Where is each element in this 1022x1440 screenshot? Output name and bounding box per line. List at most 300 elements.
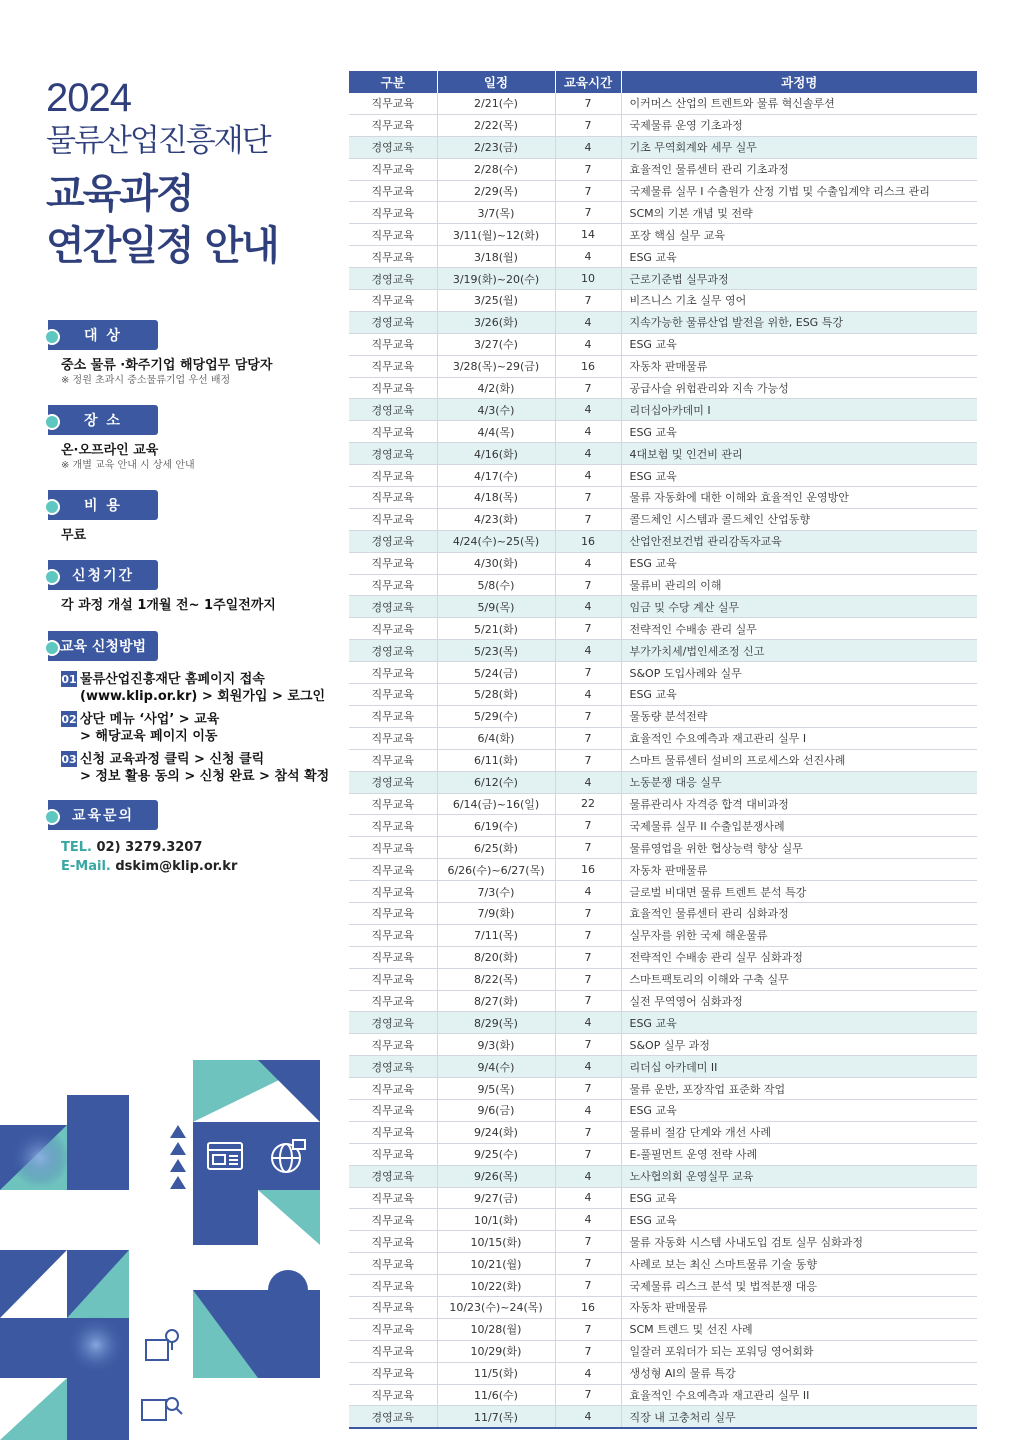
cell-course: 콜드체인 시스템과 콜드체인 산업동향 (621, 508, 977, 530)
table-row (349, 93, 977, 114)
cell-category: 직무교육 (349, 1318, 437, 1340)
arrow-up-icons (170, 1125, 186, 1189)
cost-text: 무료 (61, 528, 87, 543)
table-row (349, 1165, 977, 1187)
cell-date: 2/21(수) (437, 93, 555, 114)
cell-hours: 7 (555, 662, 621, 684)
cell-hours: 7 (555, 574, 621, 596)
cell-category: 직무교육 (349, 749, 437, 771)
table-row (349, 421, 977, 443)
table-row (349, 1209, 977, 1231)
cell-date: 3/7(목) (437, 202, 555, 224)
cell-category: 직무교육 (349, 618, 437, 640)
cell-category: 경영교육 (349, 640, 437, 662)
cell-category: 직무교육 (349, 1078, 437, 1100)
cell-hours: 4 (555, 1056, 621, 1078)
table-row (349, 990, 977, 1012)
table-row (349, 640, 977, 662)
org-title: 물류산업진흥재단 (46, 123, 270, 159)
cell-course: 공급사슬 위험관리와 지속 가능성 (621, 377, 977, 399)
method-label: 교육 신청방법 (48, 631, 158, 661)
cell-category: 직무교육 (349, 1275, 437, 1297)
table-row (349, 662, 977, 684)
step-text-line2: > 정보 활용 동의 > 신청 완료 > 참석 확정 (80, 769, 330, 784)
cell-course: 물류비 절감 단계와 개선 사례 (621, 1121, 977, 1143)
cell-hours: 7 (555, 487, 621, 509)
cell-category: 경영교육 (349, 443, 437, 465)
cell-course: 물동량 분석전략 (621, 705, 977, 727)
cell-hours: 7 (555, 377, 621, 399)
cell-date: 7/3(수) (437, 881, 555, 903)
table-body (349, 93, 977, 1428)
table-row (349, 355, 977, 377)
cell-hours: 22 (555, 793, 621, 815)
cell-hours: 7 (555, 1318, 621, 1340)
cell-course: 국제물류 운영 기초과정 (621, 114, 977, 136)
target-text: 중소 물류 ·화주기업 해당업무 담당자 (61, 358, 273, 373)
cell-category: 직무교육 (349, 552, 437, 574)
cell-date: 5/28(화) (437, 684, 555, 706)
cell-category: 직무교육 (349, 508, 437, 530)
target-note: ※ 정원 초과시 중소물류기업 우선 배정 (61, 375, 231, 386)
cell-hours: 7 (555, 1340, 621, 1362)
cell-course: 전략적인 수배송 관리 실무 (621, 618, 977, 640)
cell-hours: 4 (555, 771, 621, 793)
cell-category: 직무교육 (349, 1187, 437, 1209)
cell-date: 5/8(수) (437, 574, 555, 596)
cell-date: 10/23(수)~24(목) (437, 1296, 555, 1318)
cell-date: 4/24(수)~25(목) (437, 530, 555, 552)
cell-hours: 7 (555, 727, 621, 749)
table-row (349, 246, 977, 268)
cell-date: 3/28(목)~29(금) (437, 355, 555, 377)
cell-date: 3/26(화) (437, 311, 555, 333)
cell-category: 직무교육 (349, 487, 437, 509)
cell-hours: 4 (555, 399, 621, 421)
decorative-artwork (0, 1040, 330, 1440)
cell-course: 포장 핵심 실무 교육 (621, 224, 977, 246)
cell-course: 일잘러 포워더가 되는 포워딩 영어회화 (621, 1340, 977, 1362)
cell-category: 직무교육 (349, 968, 437, 990)
period-text: 각 과정 개설 1개월 전~ 1주일전까지 (61, 598, 276, 613)
cell-course: 물류비 관리의 이해 (621, 574, 977, 596)
cell-category: 직무교육 (349, 1362, 437, 1384)
header-course: 과정명 (621, 71, 977, 93)
cell-date: 11/5(화) (437, 1362, 555, 1384)
cell-category: 직무교육 (349, 1384, 437, 1406)
place-text: 온·오프라인 교육 (61, 443, 159, 458)
table-row (349, 1296, 977, 1318)
cell-category: 직무교육 (349, 224, 437, 246)
table-row (349, 552, 977, 574)
cell-course: 부가가치세/법인세조정 신고 (621, 640, 977, 662)
table-row (349, 377, 977, 399)
table-row (349, 749, 977, 771)
table-row (349, 1078, 977, 1100)
table-row (349, 1143, 977, 1165)
cell-category: 경영교육 (349, 1406, 437, 1428)
main-title-line1: 교육과정 (46, 171, 193, 217)
cell-date: 4/16(화) (437, 443, 555, 465)
table-row (349, 290, 977, 312)
table-row (349, 574, 977, 596)
cell-category: 경영교육 (349, 596, 437, 618)
cell-category: 경영교육 (349, 1056, 437, 1078)
cell-date: 5/24(금) (437, 662, 555, 684)
cell-category: 직무교육 (349, 1143, 437, 1165)
cost-section (48, 490, 158, 544)
schedule-table (349, 71, 977, 1429)
year-title: 2024 (46, 76, 131, 120)
cell-hours: 4 (555, 1209, 621, 1231)
cell-hours: 7 (555, 968, 621, 990)
cell-date: 10/1(화) (437, 1209, 555, 1231)
cell-hours: 14 (555, 224, 621, 246)
step-number: 02 (61, 712, 77, 726)
cell-hours: 4 (555, 552, 621, 574)
cell-hours: 7 (555, 749, 621, 771)
cell-category: 직무교육 (349, 924, 437, 946)
cell-course: 임금 및 수당 계산 실무 (621, 596, 977, 618)
cell-date: 8/22(목) (437, 968, 555, 990)
target-label: 대 상 (48, 320, 158, 350)
cell-hours: 4 (555, 684, 621, 706)
cell-date: 2/29(목) (437, 180, 555, 202)
table-row (349, 1187, 977, 1209)
cell-category: 직무교육 (349, 246, 437, 268)
cell-category: 직무교육 (349, 1340, 437, 1362)
cell-date: 6/19(수) (437, 815, 555, 837)
email-value: dskim@klip.or.kr (115, 859, 238, 874)
cell-hours: 4 (555, 246, 621, 268)
table-row (349, 946, 977, 968)
cell-course: 전략적인 수배송 관리 실무 심화과정 (621, 946, 977, 968)
place-label: 장 소 (48, 405, 158, 435)
cell-course: SCM의 기본 개념 및 전략 (621, 202, 977, 224)
cell-category: 직무교육 (349, 1209, 437, 1231)
cell-hours: 7 (555, 1253, 621, 1275)
cell-date: 10/22(화) (437, 1275, 555, 1297)
table-row (349, 1231, 977, 1253)
cell-hours: 16 (555, 530, 621, 552)
step-text-line1: 물류산업진흥재단 홈페이지 접속 (80, 672, 265, 687)
cell-course: 실무자를 위한 국제 해운물류 (621, 924, 977, 946)
cell-course: ESG 교육 (621, 465, 977, 487)
step-number: 03 (61, 752, 77, 766)
cell-hours: 4 (555, 443, 621, 465)
cell-course: 자동차 판매물류 (621, 1296, 977, 1318)
cell-course: 물류관리사 자격증 합격 대비과정 (621, 793, 977, 815)
cell-date: 5/21(화) (437, 618, 555, 640)
cell-course: 효율적인 물류센터 관리 심화과정 (621, 902, 977, 924)
cell-category: 경영교육 (349, 399, 437, 421)
cell-hours: 7 (555, 902, 621, 924)
cell-date: 5/29(수) (437, 705, 555, 727)
step-text-line1: 상단 메뉴 ‘사업’ > 교육 (80, 712, 220, 727)
cell-course: 자동차 판매물류 (621, 355, 977, 377)
header-category: 구분 (349, 71, 437, 93)
cell-date: 10/29(화) (437, 1340, 555, 1362)
contact-info (61, 838, 237, 876)
cell-date: 9/4(수) (437, 1056, 555, 1078)
table-row (349, 224, 977, 246)
cell-date: 9/6(금) (437, 1099, 555, 1121)
cell-course: S&OP 도입사례와 실무 (621, 662, 977, 684)
cell-date: 6/4(화) (437, 727, 555, 749)
cell-date: 11/6(수) (437, 1384, 555, 1406)
target-section (48, 320, 272, 388)
cell-course: 생성형 AI의 물류 특강 (621, 1362, 977, 1384)
cell-category: 경영교육 (349, 136, 437, 158)
cell-hours: 4 (555, 311, 621, 333)
cell-course: 스마트 물류센터 설비의 프로세스와 선진사례 (621, 749, 977, 771)
table-row (349, 465, 977, 487)
inquiry-label: 교육문의 (48, 800, 158, 830)
table-row (349, 924, 977, 946)
cell-date: 6/12(수) (437, 771, 555, 793)
cell-course: 이커머스 산업의 트렌트와 물류 혁신솔루션 (621, 93, 977, 114)
table-row (349, 333, 977, 355)
cell-category: 직무교육 (349, 1253, 437, 1275)
cell-category: 경영교육 (349, 311, 437, 333)
cell-course: 물류 운반, 포장작업 표준화 작업 (621, 1078, 977, 1100)
table-row (349, 881, 977, 903)
table-row (349, 859, 977, 881)
cell-date: 4/4(목) (437, 421, 555, 443)
cell-category: 직무교육 (349, 333, 437, 355)
cell-category: 직무교육 (349, 859, 437, 881)
cell-date: 6/11(화) (437, 749, 555, 771)
cell-hours: 7 (555, 202, 621, 224)
cell-course: ESG 교육 (621, 684, 977, 706)
cell-date: 9/27(금) (437, 1187, 555, 1209)
cell-date: 9/5(목) (437, 1078, 555, 1100)
cell-hours: 7 (555, 946, 621, 968)
cell-course: 효율적인 수요예측과 재고관리 실무 I (621, 727, 977, 749)
cell-date: 3/11(월)~12(화) (437, 224, 555, 246)
cell-hours: 7 (555, 180, 621, 202)
cell-hours: 16 (555, 355, 621, 377)
cell-category: 직무교육 (349, 837, 437, 859)
table-row (349, 1275, 977, 1297)
cell-category: 직무교육 (349, 1231, 437, 1253)
cell-date: 4/30(화) (437, 552, 555, 574)
cell-date: 10/28(월) (437, 1318, 555, 1340)
table-row (349, 1034, 977, 1056)
table-row (349, 180, 977, 202)
cell-date: 9/25(수) (437, 1143, 555, 1165)
cell-category: 직무교육 (349, 727, 437, 749)
cell-course: 지속가능한 물류산업 발전을 위한, ESG 특강 (621, 311, 977, 333)
header-date: 일정 (437, 71, 555, 93)
table-row (349, 1099, 977, 1121)
cell-category: 직무교육 (349, 662, 437, 684)
step-text-line1: 신청 교육과정 클릭 > 신청 클릭 (80, 752, 265, 767)
table-row (349, 399, 977, 421)
cost-label: 비 용 (48, 490, 158, 520)
cell-course: 리더십 아카데미 II (621, 1056, 977, 1078)
cell-date: 3/27(수) (437, 333, 555, 355)
cell-category: 직무교육 (349, 684, 437, 706)
cell-category: 직무교육 (349, 1296, 437, 1318)
table-row (349, 311, 977, 333)
cell-date: 7/9(화) (437, 902, 555, 924)
cell-course: 자동차 판매물류 (621, 859, 977, 881)
cell-hours: 7 (555, 290, 621, 312)
cell-hours: 4 (555, 1165, 621, 1187)
cell-date: 5/23(목) (437, 640, 555, 662)
cell-date: 2/22(목) (437, 114, 555, 136)
cell-hours: 4 (555, 881, 621, 903)
period-label: 신청기간 (48, 560, 158, 590)
email-label: E-Mail. (61, 859, 111, 874)
cell-category: 직무교육 (349, 1121, 437, 1143)
cell-category: 직무교육 (349, 705, 437, 727)
cell-date: 8/27(화) (437, 990, 555, 1012)
cell-date: 4/3(수) (437, 399, 555, 421)
cell-course: ESG 교육 (621, 1209, 977, 1231)
cell-course: 글로벌 비대면 물류 트렌트 분석 특강 (621, 881, 977, 903)
cell-category: 경영교육 (349, 268, 437, 290)
cell-category: 직무교육 (349, 574, 437, 596)
table-row (349, 596, 977, 618)
cell-hours: 7 (555, 837, 621, 859)
cell-category: 직무교육 (349, 114, 437, 136)
cell-date: 2/23(금) (437, 136, 555, 158)
cell-hours: 4 (555, 1362, 621, 1384)
cell-category: 경영교육 (349, 530, 437, 552)
cell-hours: 4 (555, 465, 621, 487)
table-row (349, 530, 977, 552)
cell-hours: 7 (555, 618, 621, 640)
cell-course: 리더십아카데미 I (621, 399, 977, 421)
cell-category: 직무교육 (349, 465, 437, 487)
header-hours: 교육시간 (555, 71, 621, 93)
cell-course: ESG 교육 (621, 333, 977, 355)
cell-course: 물류영업을 위한 협상능력 향상 실무 (621, 837, 977, 859)
cell-course: ESG 교육 (621, 421, 977, 443)
table-row (349, 618, 977, 640)
table-row (349, 1318, 977, 1340)
cell-hours: 4 (555, 1406, 621, 1428)
cell-hours: 4 (555, 1099, 621, 1121)
cell-hours: 7 (555, 1034, 621, 1056)
table-row (349, 968, 977, 990)
cell-category: 직무교육 (349, 202, 437, 224)
cell-category: 직무교육 (349, 881, 437, 903)
cell-hours: 4 (555, 596, 621, 618)
cell-hours: 4 (555, 421, 621, 443)
table-row (349, 684, 977, 706)
table-row (349, 837, 977, 859)
table-row (349, 1253, 977, 1275)
cell-course: 국제물류 리스크 분석 및 법적분쟁 대응 (621, 1275, 977, 1297)
cell-course: ESG 교육 (621, 552, 977, 574)
cell-category: 경영교육 (349, 771, 437, 793)
cell-date: 11/7(목) (437, 1406, 555, 1428)
place-note: ※ 개별 교육 안내 시 상세 안내 (61, 460, 195, 471)
cell-date: 9/24(화) (437, 1121, 555, 1143)
cell-category: 직무교육 (349, 158, 437, 180)
cell-date: 6/14(금)~16(일) (437, 793, 555, 815)
cell-category: 직무교육 (349, 180, 437, 202)
cell-category: 직무교육 (349, 1034, 437, 1056)
table-row (349, 487, 977, 509)
cell-hours: 7 (555, 508, 621, 530)
cell-hours: 16 (555, 1296, 621, 1318)
cell-hours: 7 (555, 990, 621, 1012)
cell-date: 2/28(수) (437, 158, 555, 180)
cell-date: 3/19(화)~20(수) (437, 268, 555, 290)
step-number: 01 (61, 672, 77, 686)
cell-date: 3/25(월) (437, 290, 555, 312)
tel-label: TEL. (61, 840, 92, 855)
cell-hours: 4 (555, 333, 621, 355)
cell-course: 노동분쟁 대응 실무 (621, 771, 977, 793)
cell-date: 9/26(목) (437, 1165, 555, 1187)
inquiry-section (48, 800, 237, 876)
cell-date: 10/21(월) (437, 1253, 555, 1275)
cell-category: 경영교육 (349, 1165, 437, 1187)
cell-date: 8/20(화) (437, 946, 555, 968)
cell-category: 직무교육 (349, 377, 437, 399)
table-row (349, 136, 977, 158)
cell-course: 4대보험 및 인건비 관리 (621, 443, 977, 465)
cell-course: 직장 내 고충처리 실무 (621, 1406, 977, 1428)
cell-hours: 7 (555, 1121, 621, 1143)
cell-category: 직무교육 (349, 815, 437, 837)
table-row (349, 1362, 977, 1384)
cell-course: 노사협의회 운영실무 교육 (621, 1165, 977, 1187)
cell-category: 직무교육 (349, 1099, 437, 1121)
table-row (349, 1406, 977, 1428)
cell-hours: 7 (555, 924, 621, 946)
table-row (349, 443, 977, 465)
place-section (48, 405, 195, 473)
cell-hours: 7 (555, 1231, 621, 1253)
title-block (46, 76, 336, 272)
cell-hours: 7 (555, 1384, 621, 1406)
method-section (48, 631, 329, 785)
cell-course: 비즈니스 기초 실무 영어 (621, 290, 977, 312)
cell-date: 9/3(화) (437, 1034, 555, 1056)
table-row (349, 508, 977, 530)
cell-category: 직무교육 (349, 793, 437, 815)
cell-course: ESG 교육 (621, 1099, 977, 1121)
cell-course: 효율적인 물류센터 관리 기초과정 (621, 158, 977, 180)
cell-course: 실전 무역영어 심화과정 (621, 990, 977, 1012)
cell-hours: 7 (555, 93, 621, 114)
cell-course: 물류 자동화에 대한 이해와 효율적인 운영방안 (621, 487, 977, 509)
cell-course: 물류 자동화 시스템 사내도입 검토 실무 심화과정 (621, 1231, 977, 1253)
table-row (349, 727, 977, 749)
cell-category: 경영교육 (349, 1012, 437, 1034)
cell-course: 효율적인 수요예측과 재고관리 실무 II (621, 1384, 977, 1406)
table-row (349, 1340, 977, 1362)
cell-category: 직무교육 (349, 355, 437, 377)
table-row (349, 771, 977, 793)
cell-date: 7/11(목) (437, 924, 555, 946)
cell-hours: 7 (555, 1078, 621, 1100)
cell-category: 직무교육 (349, 421, 437, 443)
cell-date: 6/26(수)~6/27(목) (437, 859, 555, 881)
method-step-2 (61, 711, 329, 745)
cell-date: 4/23(화) (437, 508, 555, 530)
cell-hours: 4 (555, 136, 621, 158)
cell-date: 6/25(화) (437, 837, 555, 859)
cell-category: 직무교육 (349, 990, 437, 1012)
table-row (349, 793, 977, 815)
